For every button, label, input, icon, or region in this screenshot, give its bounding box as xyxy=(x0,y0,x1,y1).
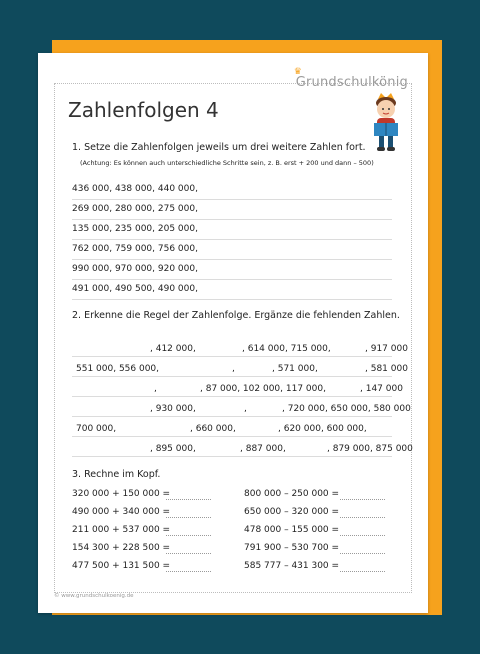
rule-cell: , 147 000 xyxy=(360,384,403,394)
answer-line xyxy=(340,517,385,518)
answer-line xyxy=(166,517,211,518)
rule-row xyxy=(72,338,408,357)
calc-right: 478 000 – 155 000 = xyxy=(244,525,340,535)
rule-cell: , 581 000 xyxy=(365,364,408,374)
calc-left: 320 000 + 150 000 = xyxy=(72,489,171,499)
answer-line xyxy=(340,535,385,536)
rule-cell: , 87 000, 102 000, 117 000, xyxy=(200,384,326,394)
rule-cell: , 930 000, xyxy=(150,404,196,414)
answer-line xyxy=(166,535,211,536)
rule-cell: , xyxy=(232,364,235,374)
sequence-row: 990 000, 970 000, 920 000, xyxy=(72,260,392,280)
rule-cell: , xyxy=(154,384,157,394)
sequence-row: 135 000, 235 000, 205 000, xyxy=(72,220,392,240)
calc-right: 791 900 – 530 700 = xyxy=(244,543,340,553)
answer-line xyxy=(340,571,385,572)
boy-reading-illustration xyxy=(364,91,408,153)
answer-line xyxy=(340,499,385,500)
rule-cell: , 412 000, xyxy=(150,344,196,354)
sequence-row: 269 000, 280 000, 275 000, xyxy=(72,200,392,220)
rule-row xyxy=(72,378,403,397)
rule-cell: , xyxy=(244,404,247,414)
rule-cell: , 887 000, xyxy=(240,444,286,454)
crown-icon: ♛ xyxy=(293,67,302,77)
calc-right: 585 777 – 431 300 = xyxy=(244,561,340,571)
sequence-row: 491 000, 490 500, 490 000, xyxy=(72,280,392,300)
brand-logo xyxy=(293,67,408,90)
rule-cell: 700 000, xyxy=(76,424,117,434)
task-2-heading: 2. Erkenne die Regel der Zahlenfolge. Ergänze die fehlenden Zahlen. xyxy=(72,310,400,321)
rule-row xyxy=(72,358,408,377)
rule-cell: , 660 000, xyxy=(190,424,236,434)
answer-line xyxy=(166,553,211,554)
calc-left: 477 500 + 131 500 = xyxy=(72,561,171,571)
answer-line xyxy=(166,571,211,572)
rule-row xyxy=(72,418,392,437)
brand-text: Grundschulkönig xyxy=(295,75,408,90)
calc-right: 800 000 – 250 000 = xyxy=(244,489,340,499)
rule-cell: 551 000, 556 000, xyxy=(76,364,160,374)
task-1-heading: 1. Setze die Zahlenfolgen jeweils um drei weitere Zahlen fort. xyxy=(72,142,366,153)
footer-copyright: © www.grundschulkoenig.de xyxy=(54,593,134,599)
calc-right: 650 000 – 320 000 = xyxy=(244,507,340,517)
rule-cell: , 879 000, 875 000 xyxy=(327,444,413,454)
rule-cell: , 620 000, 600 000, xyxy=(278,424,367,434)
sequence-row: 762 000, 759 000, 756 000, xyxy=(72,240,392,260)
rule-cell: , 614 000, 715 000, xyxy=(242,344,331,354)
sequence-row: 436 000, 438 000, 440 000, xyxy=(72,180,392,200)
worksheet-page xyxy=(38,53,428,613)
calc-left: 211 000 + 537 000 = xyxy=(72,525,171,535)
rule-row xyxy=(72,398,411,417)
rule-cell: , 917 000 xyxy=(365,344,408,354)
task-3-heading: 3. Rechne im Kopf. xyxy=(72,469,161,480)
page-title: Zahlenfolgen 4 xyxy=(68,98,219,122)
rule-row xyxy=(72,438,413,457)
calc-left: 154 300 + 228 500 = xyxy=(72,543,171,553)
rule-cell: , 720 000, 650 000, 580 000 xyxy=(282,404,411,414)
task-1-hint: (Achtung: Es können auch unterschiedliche Schritte sein, z. B. erst + 200 und dann – 500) xyxy=(80,159,374,167)
rule-cell: , 895 000, xyxy=(150,444,196,454)
answer-line xyxy=(340,553,385,554)
calc-left: 490 000 + 340 000 = xyxy=(72,507,171,517)
rule-cell: , 571 000, xyxy=(272,364,318,374)
answer-line xyxy=(166,499,211,500)
